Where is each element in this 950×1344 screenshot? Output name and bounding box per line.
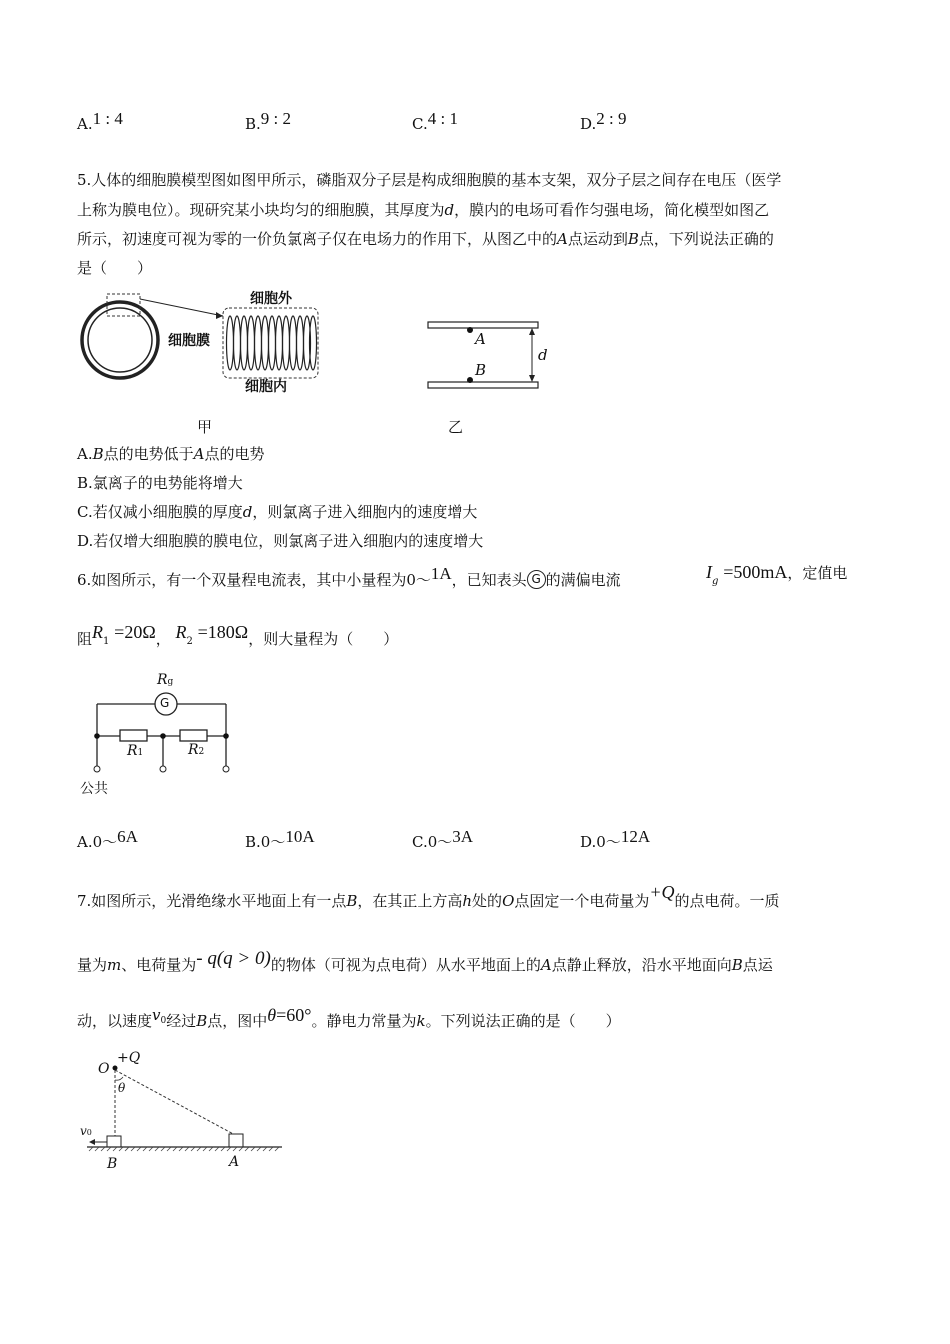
resistor-r2	[180, 730, 207, 741]
caption-yi: 乙	[448, 418, 464, 436]
point-a-dot	[467, 327, 473, 333]
label-g: G	[160, 696, 170, 710]
q5-line-3: 所示，初速度可视为零的一价负氯离子仅在电场力的作用下，从图乙中的A点运动到B点，下列说法正确的	[77, 230, 774, 248]
q6-line-1: 6.如图所示，有一个双量程电流表，其中小量程为0～1A，已知表头 G 的满偏电流	[77, 564, 621, 589]
q6-option-c[interactable]: C.0～3A	[412, 827, 474, 851]
q6-option-d[interactable]: D.0～12A	[580, 827, 651, 851]
zoom-arrow-line	[140, 299, 223, 316]
label-o: O	[98, 1061, 110, 1077]
q6-option-a[interactable]: A.0～6A	[77, 827, 138, 851]
q5-option-b[interactable]: B.氯离子的电势能将增大	[77, 474, 243, 492]
label-r2: R2	[188, 742, 205, 758]
q5-line-4: 是（ ）	[77, 259, 153, 277]
zoom-arrow-head	[216, 312, 223, 319]
node-left	[94, 733, 100, 739]
block-at-a	[229, 1134, 243, 1147]
distance-arrow-top	[529, 328, 535, 335]
label-b: B	[107, 1156, 118, 1172]
q5-option-c[interactable]: C.若仅减小细胞膜的厚度d，则氯离子进入细胞内的速度增大	[77, 503, 478, 521]
label-rg: Rg	[157, 672, 174, 688]
label-distance-d: d	[538, 346, 548, 364]
q5-line-2: 上称为膜电位）。现研究某小块均匀的细胞膜，其厚度为d，膜内的电场可看作匀强电场，简化模型如图乙	[77, 201, 770, 219]
q6-ig-expression: $I_g =500mA$，定值电	[706, 562, 848, 587]
theta-arc	[115, 1077, 123, 1080]
label-q: +Q	[117, 1050, 141, 1066]
q4-option-d[interactable]: D.2 : 9	[580, 109, 627, 133]
node-middle	[160, 733, 166, 739]
label-point-a: A	[475, 330, 486, 348]
point-b-dot	[467, 377, 473, 383]
q7-line-3: 动，以速度$v^0$经过B点，图中θ=60°。静电力常量为k。下列说法正确的是（ ）	[77, 1005, 621, 1030]
cell-inner-ring	[88, 308, 152, 372]
q4-option-c[interactable]: C.4 : 1	[412, 109, 458, 133]
label-r1: R1	[127, 743, 144, 759]
label-a: A	[229, 1154, 240, 1170]
label-common: 公共	[80, 781, 108, 797]
q6-line-2: 阻R1 =20Ω， R2 =180Ω，则大量程为（ ）	[77, 622, 399, 648]
block-at-b	[107, 1136, 121, 1147]
q5-option-a[interactable]: A.B点的电势低于A点的电势	[77, 445, 265, 463]
q4-option-b[interactable]: B.9 : 2	[245, 109, 292, 133]
q5-option-d[interactable]: D.若仅增大细胞膜的膜电位，则氯离子进入细胞内的速度增大	[77, 532, 484, 550]
terminal-right	[223, 766, 229, 772]
cell-outer-ring	[82, 302, 158, 378]
q7-line-2: 量为m、电荷量为- q(q > 0)的物体（可视为点电荷）从水平地面上的A点静止释放，沿水平地面向B点运	[77, 948, 773, 974]
q7-line-1: 7.如图所示，光滑绝缘水平地面上有一点B，在其正上方高h处的O点固定一个电荷量为+Q的点电荷。一质	[77, 882, 780, 910]
distance-arrow-bottom	[529, 375, 535, 382]
caption-jia: 甲	[197, 418, 213, 436]
label-theta: θ	[118, 1081, 126, 1095]
label-cell-outside: 细胞外	[250, 291, 292, 307]
top-plate	[428, 322, 538, 328]
q5-line-1: 5.人体的细胞膜模型图如图甲所示，磷脂双分子层是构成细胞膜的基本支架，双分子层之间存在电压（医学	[77, 171, 782, 189]
terminal-common	[94, 766, 100, 772]
resistor-r1	[120, 730, 147, 741]
bottom-plate	[428, 382, 538, 388]
q4-option-a[interactable]: A.1 : 4	[77, 109, 123, 133]
label-cell-inside: 细胞内	[245, 379, 287, 395]
diagonal-dashed-line	[115, 1070, 237, 1136]
terminal-middle	[160, 766, 166, 772]
phospholipid-layer	[227, 316, 317, 370]
galvanometer-icon: G	[527, 570, 546, 589]
charge-o-dot	[113, 1066, 118, 1071]
label-point-b: B	[475, 361, 487, 379]
label-cell-membrane: 细胞膜	[168, 333, 210, 349]
q6-option-b[interactable]: B.0～10A	[245, 827, 315, 851]
node-right	[223, 733, 229, 739]
label-v0: v0	[80, 1124, 92, 1138]
velocity-arrow-head	[89, 1139, 95, 1145]
